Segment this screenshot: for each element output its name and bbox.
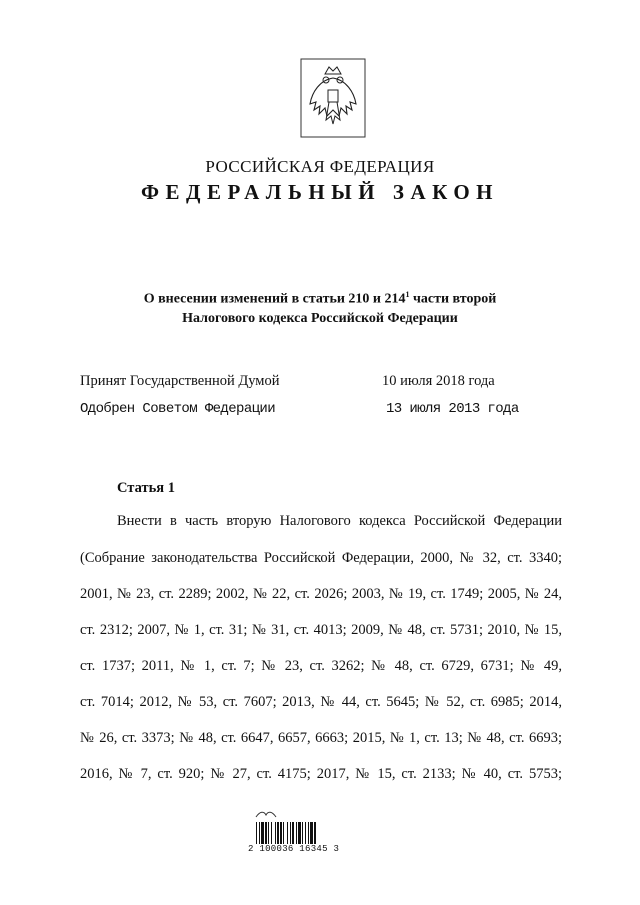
law-title [0,285,640,328]
approved-label: Одобрен Советом Федерации [80,401,276,417]
approved-date: 13 июля 2013 года [386,401,519,417]
body-line: (Собрание законодательства Российской Федерации, 2000, № 32, ст. 3340; [80,550,562,566]
body-line: ст. 1737; 2011, № 1, ст. 7; № 23, ст. 3262; № 48, ст. 6729, 6731; № 49, [80,658,562,674]
body-line: № 26, ст. 3373; № 48, ст. 6647, 6657, 6663; 2015, № 1, ст. 13; № 48, ст. 6693; [80,730,562,746]
adopted-date: 10 июля 2018 года [382,373,495,389]
barcode-number: 2 100036 16345 3 [248,844,340,854]
body-line: ст. 7014; 2012, № 53, ст. 7607; 2013, № 44, ст. 5645; № 52, ст. 6985; 2014, [80,694,562,710]
law-title-line-2: Налогового кодекса Российской Федерации [182,310,458,326]
law-title-line-1: О внесении изменений в статьи 210 и $214^1$ части второй [143,290,497,307]
article-heading: Статья 1 [117,480,175,496]
body-line: ст. 2312; 2007, № 1, ст. 31; № 31, ст. 4013; 2009, № 48, ст. 5731; 2010, № 15, [80,622,562,638]
body-line: 2001, № 23, ст. 2289; 2002, № 22, ст. 2026; 2003, № 19, ст. 1749; 2005, № 24, [80,586,562,602]
barcode-icon [256,822,334,844]
body-line: Внести в часть вторую Налогового кодекса Российской Федерации [117,513,562,529]
country-name: РОССИЙСКАЯ ФЕДЕРАЦИЯ [205,157,435,176]
printer-mark-icon [254,808,278,820]
law-type-heading: ФЕДЕРАЛЬНЫЙ ЗАКОН [141,180,499,204]
body-line: 2016, № 7, ст. 920; № 27, ст. 4175; 2017, № 15, ст. 2133; № 40, ст. 5753; [80,766,562,782]
adopted-label: Принят Государственной Думой [80,373,280,389]
russian-coat-of-arms-icon [300,58,366,138]
